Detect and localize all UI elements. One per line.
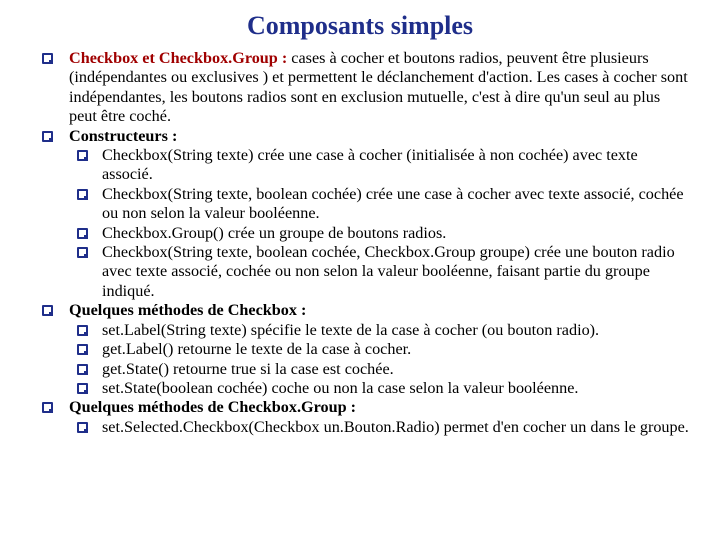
section-heading-methodes-checkbox-group: Quelques méthodes de Checkbox.Group : — [69, 398, 357, 417]
bullet-list — [42, 49, 692, 437]
sub-list-item — [42, 243, 692, 301]
checkbox-square-icon — [77, 325, 88, 336]
sub-list-item — [42, 340, 692, 359]
list-item — [42, 49, 692, 127]
checkbox-square-icon — [42, 131, 53, 142]
sub-list-item — [42, 379, 692, 398]
checkbox-square-icon — [77, 344, 88, 355]
checkbox-square-icon — [77, 189, 88, 200]
checkbox-square-icon — [77, 364, 88, 375]
list-item — [42, 301, 692, 320]
checkbox-square-icon — [77, 247, 88, 258]
list-item — [42, 127, 692, 146]
section-heading-constructeurs: Constructeurs : — [69, 126, 178, 145]
checkbox-square-icon — [77, 228, 88, 239]
sub-list-item — [42, 321, 692, 340]
list-item — [42, 398, 692, 417]
sub-item-text: Checkbox(String texte, boolean cochée) crée une case à cocher avec texte associé, cochée ou non selon la valeur booléenne. — [102, 184, 684, 223]
sub-item-text: Checkbox(String texte) crée une case à cocher (initialisée à non cochée) avec texte associé. — [102, 146, 638, 184]
checkbox-square-icon — [42, 53, 53, 64]
checkbox-square-icon — [77, 422, 88, 433]
page-title: Composants simples — [246, 11, 474, 40]
sub-item-text: get.Label() retourne le texte de la case à cocher. — [102, 340, 412, 359]
section-heading-methodes-checkbox: Quelques méthodes de Checkbox : — [69, 301, 307, 320]
sub-item-text: Checkbox.Group() crée un groupe de boutons radios. — [102, 223, 447, 242]
item-description: cases à cocher et boutons radios, peuvent être plusieurs (indépendantes ou exclusives ) et permettent le déclanchement d'action. Les cases à cocher sont indépendantes, les boutons radios sont en exclusion mutuelle, c'est à dire qu'un seul au plus peut être coché. — [69, 49, 688, 126]
sub-item-text: get.State() retourne true si la case est cochée. — [102, 359, 394, 378]
sub-item-text: set.State(boolean cochée) coche ou non la case selon la valeur booléenne. — [102, 378, 579, 397]
checkbox-square-icon — [77, 150, 88, 161]
sub-item-text: set.Selected.Checkbox(Checkbox un.Bouton.Radio) permet d'en cocher un dans le groupe. — [102, 417, 689, 436]
sub-list-item — [42, 185, 692, 224]
sub-item-text: Checkbox(String texte, boolean cochée, Checkbox.Group groupe) crée une bouton radio avec texte associé, cochée ou non selon la valeur booléenne, faisant partie du groupe indiqué. — [102, 243, 675, 300]
sub-item-text: set.Label(String texte) spécifie le texte de la case à cocher (ou bouton radio). — [102, 320, 600, 339]
sub-list-item — [42, 418, 692, 437]
sub-list-item — [42, 360, 692, 379]
checkbox-square-icon — [42, 305, 53, 316]
term-checkbox-group: Checkbox et Checkbox.Group : — [69, 49, 288, 67]
checkbox-square-icon — [77, 383, 88, 394]
checkbox-square-icon — [42, 402, 53, 413]
sub-list-item — [42, 224, 692, 243]
sub-list-item — [42, 146, 692, 185]
